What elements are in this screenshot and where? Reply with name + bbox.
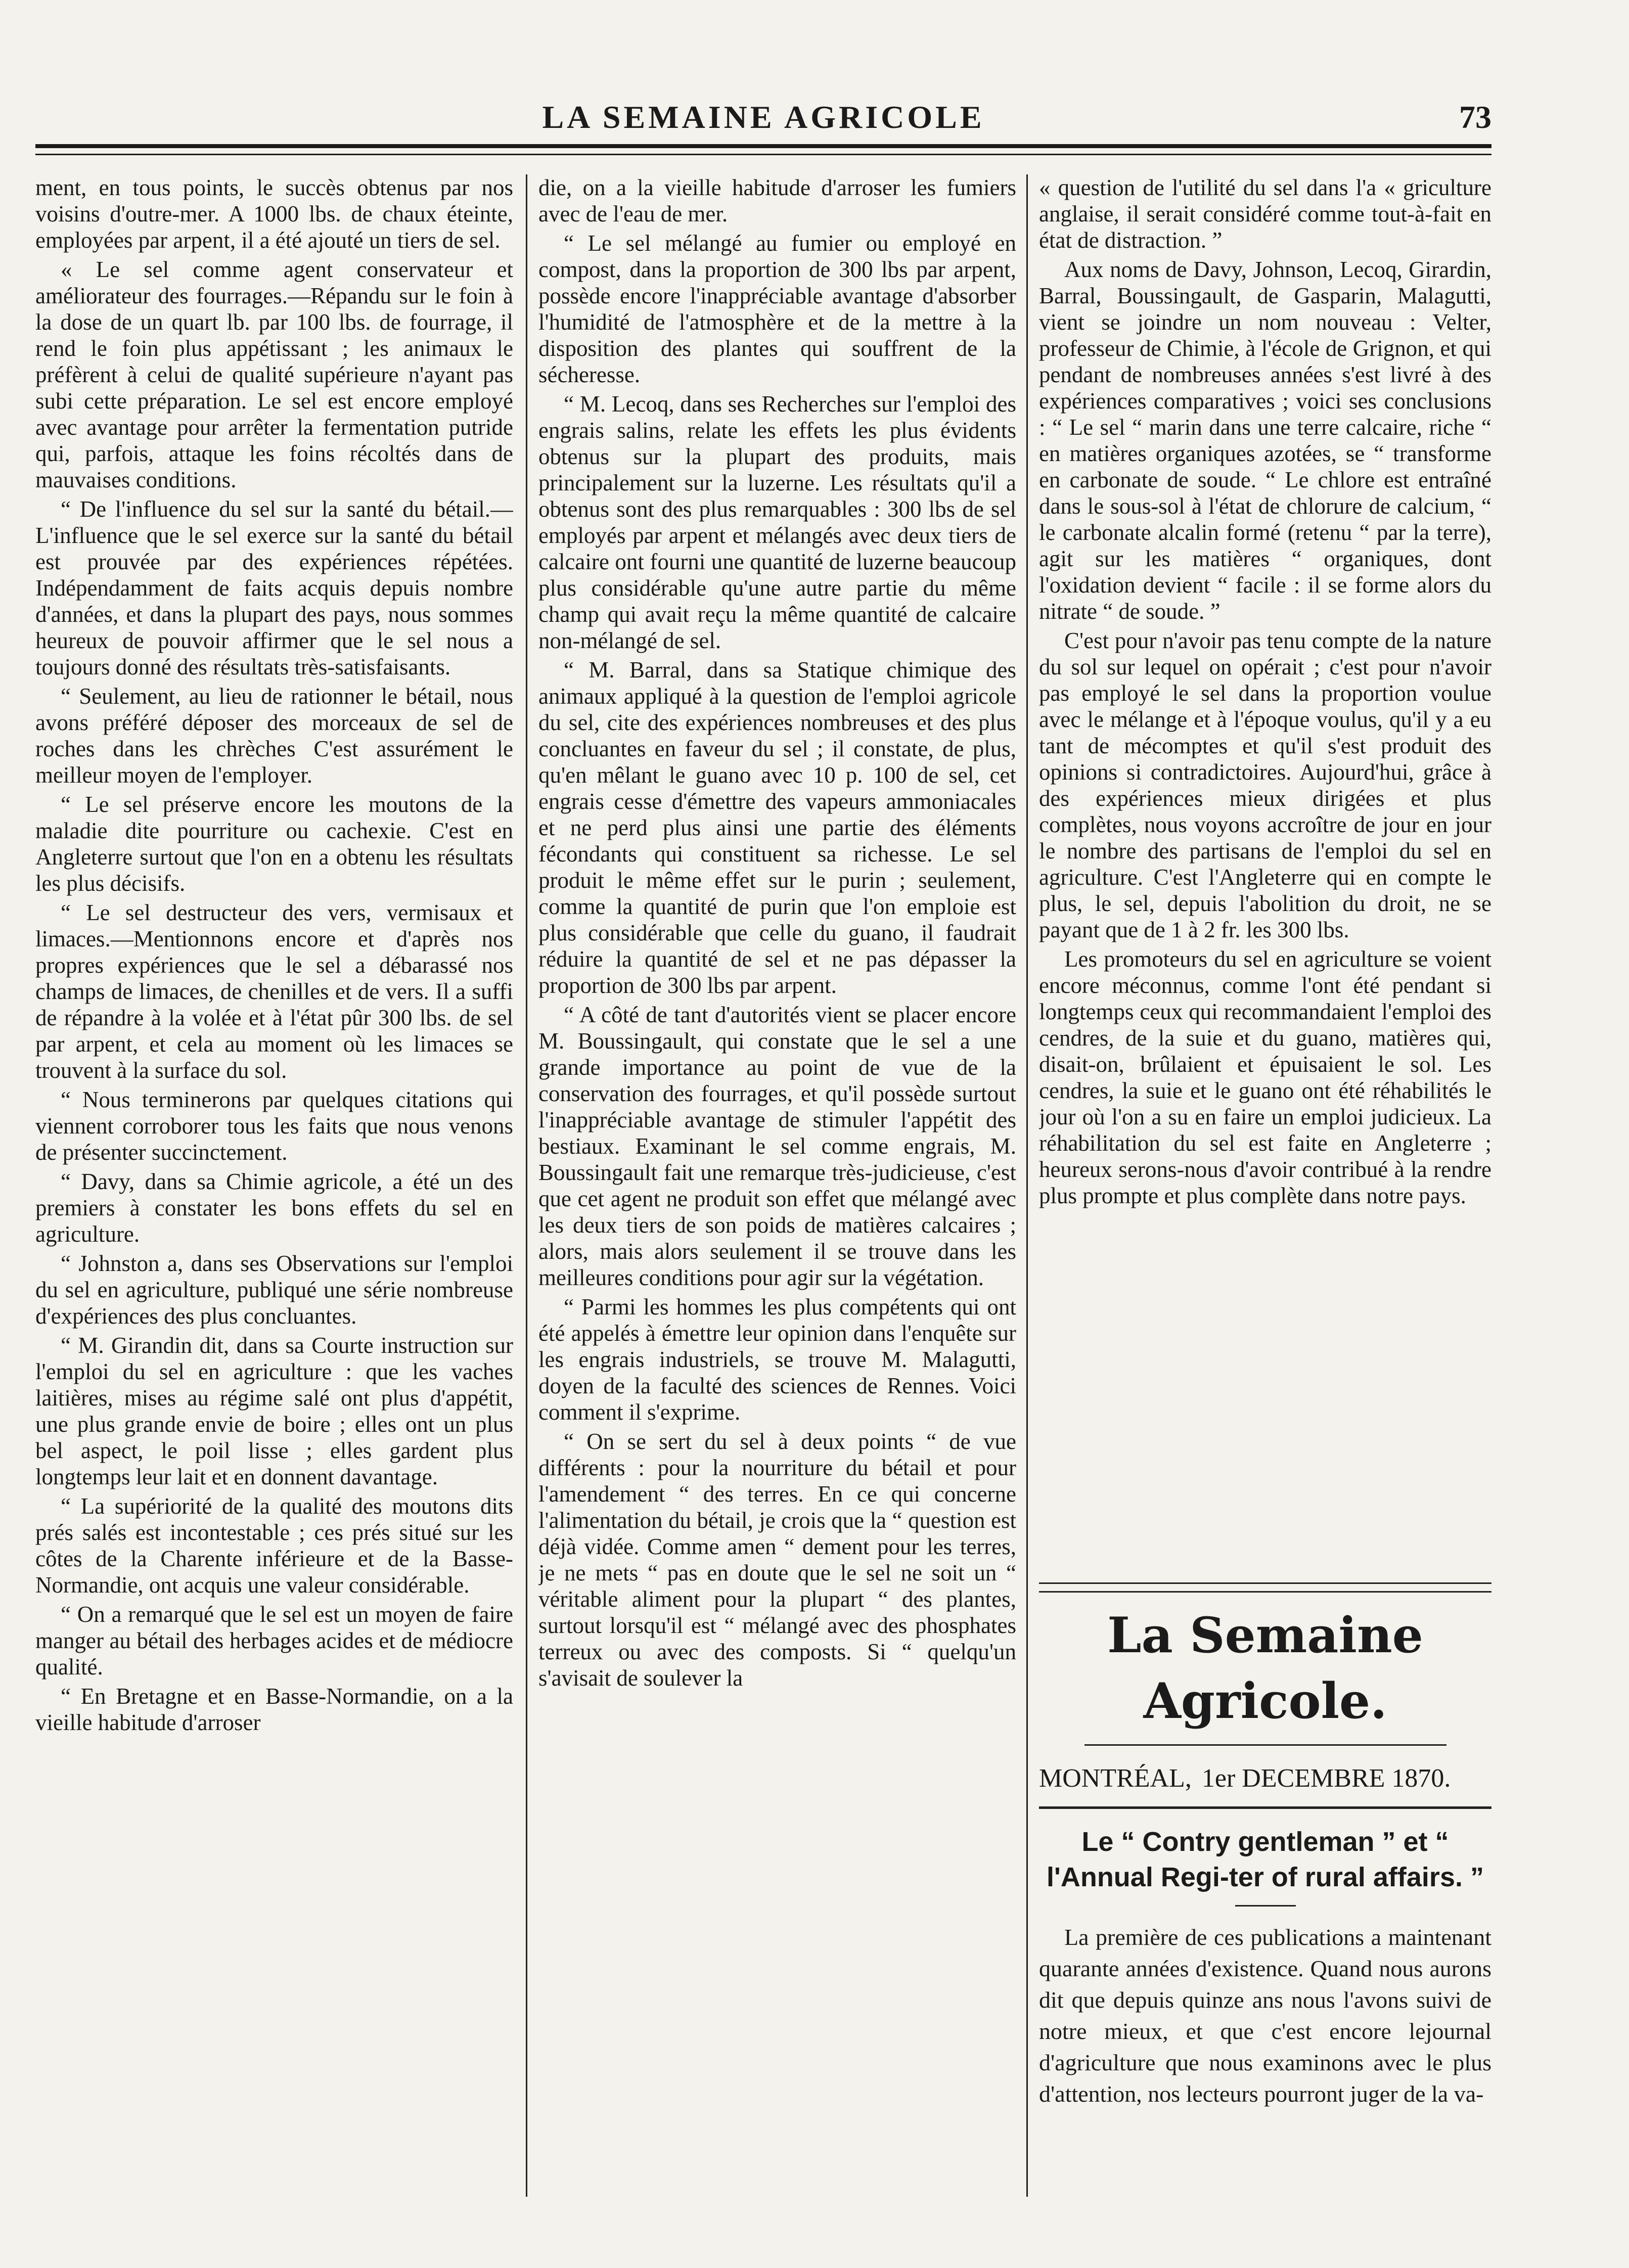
paragraph: “ M. Barral, dans sa Statique chimique des animaux appliqué à la question de l'emploi agricole du sel, cite des expériences nombreuses et des plus concluantes en faveur du sel ; il constate, de plus, qu'en mêlant le guano avec 10 p. 100 de sel, cet engrais cesse d'émettre des vapeurs ammoniacales et ne perd plus ainsi une partie des éléments fécondants qui constituent sa richesse. Le sel produit le même effet sur le purin ; seulement, comme la quantité de purin que l'on emploie est plus considérable que celle du guano, il faudrait réduire la quantité de sel et ne pas dépasser la proportion de 300 lbs par arpent. xyxy=(538,657,1016,998)
running-title: LA SEMAINE AGRICOLE xyxy=(542,99,985,135)
dateline xyxy=(1039,1761,1491,1796)
dateline-place: MONTRÉAL, xyxy=(1039,1764,1192,1793)
column-3 xyxy=(1039,174,1491,2197)
paragraph: “ Nous terminerons par quelques citations qui viennent corroborer tous les faits que nous venons de présenter succinctement. xyxy=(35,1087,513,1165)
paragraph: “ Seulement, au lieu de rationner le bétail, nous avons préféré déposer des morceaux de sel de roches dans les chrèches C'est assurément le meilleur moyen de l'employer. xyxy=(35,684,513,788)
paragraph: “ Parmi les hommes les plus compétents qui ont été appelés à émettre leur opinion dans l'enquête sur les engrais industriels, se trouve M. Malagutti, doyen de la faculté des sciences de Rennes. Voici comment il s'exprime. xyxy=(538,1294,1016,1425)
paragraph: “ Le sel mélangé au fumier ou employé en compost, dans la proportion de 300 lbs par arpent, possède encore l'inappréciable avantage d'absorber l'humidité de l'atmosphère et de la mettre à la disposition des plantes qui souffrent de la sécheresse. xyxy=(538,231,1016,387)
paragraph: ment, en tous points, le succès obtenus par nos voisins d'outre-mer. A 1000 lbs. de chaux éteinte, employées par arpent, il a été ajouté un tiers de sel. xyxy=(35,175,513,253)
column-2 xyxy=(538,174,1016,2197)
paragraph: “ Le sel préserve encore les moutons de la maladie dite pourriture ou cachexie. C'est en Angleterre surtout que l'on en a obtenu les résultats les plus décisifs. xyxy=(35,792,513,896)
paragraph: “ Johnston a, dans ses Observations sur l'emploi du sel en agriculture, publiqué une série nombreuse d'expériences des plus concluantes. xyxy=(35,1251,513,1329)
column-1 xyxy=(35,174,513,2197)
page-header xyxy=(35,99,1491,147)
paragraph: « question de l'utilité du sel dans l'a « griculture anglaise, il serait considéré comme tout-à-fait en état de distraction. ” xyxy=(1039,175,1491,253)
paragraph: “ On a remarqué que le sel est un moyen de faire manger au bétail des herbages acides et de médiocre qualité. xyxy=(35,1602,513,1680)
paragraph: “ Davy, dans sa Chimie agricole, a été un des premiers à constater les bons effets du sel en agriculture. xyxy=(35,1169,513,1247)
masthead: La Semaine Agricole. xyxy=(1107,1607,1423,1730)
article-rule xyxy=(1235,1905,1296,1907)
page-number: 73 xyxy=(1459,99,1491,135)
section-separator xyxy=(1039,1582,1491,1593)
column-3-text xyxy=(1039,174,1491,1565)
article-body: La première de ces publications a maintenant quarante années d'existence. Quand nous aurons dit que depuis quinze ans nous l'avons suivi de notre mieux, et que c'est encore lejournal d'agriculture que nous examinons avec le plus d'attention, nos lecteurs pourront juger de la va- xyxy=(1039,1924,1491,2107)
paragraph: “ De l'influence du sel sur la santé du bétail.—L'influence que le sel exerce sur la santé du bétail est prouvée par des expériences répétées. Indépendamment de faits acquis depuis nombre d'années, et dans la plupart des pays, nous sommes heureux de pouvoir affirmer que le sel nous a toujours donné des résultats très-satisfaisants. xyxy=(35,496,513,679)
paragraph: « Le sel comme agent conservateur et améliorateur des fourrages.—Répandu sur le foin à la dose de un quart lb. par 100 lbs. de fourrage, il rend le foin plus appétissant ; les animaux le préfèrent à celui de qualité supérieure n'ayant pas subi cette préparation. Le sel est encore employé avec avantage pour arrêter la fermentation putride qui, parfois, attaque les foins récoltés dans de mauvaises conditions. xyxy=(35,257,513,492)
paragraph: “ On se sert du sel à deux points “ de vue différents : pour la nourriture du bétail et pour l'amendement “ des terres. En ce qui concerne l'alimentation du bétail, je crois que la “ question est déjà vidée. Comme amen “ dement pour les terres, je ne mets “ pas en doute que le sel ne soit un “ véritable aliment pour la plupart “ des plantes, surtout lorsqu'il est “ mélangé avec des phosphates terreux ou avec des composts. Si “ quelqu'un s'avisait de soulever la xyxy=(538,1429,1016,1691)
column-rule xyxy=(526,174,527,2197)
dateline-date: 1er DECEMBRE 1870. xyxy=(1201,1764,1451,1793)
paragraph: C'est pour n'avoir pas tenu compte de la nature du sol sur lequel on opérait ; c'est pour n'avoir pas employé le sel dans la proportion voulue avec le mélange et à l'époque voulus, qu'il y a eu tant de mécomptes et qu'il s'est produit des opinions si contradictoires. Aujourd'hui, grâce à des expériences mieux dirigées et plus complètes, nous voyons accroître de jour en jour le nombre des partisans de l'emploi du sel en agriculture. C'est l'Angleterre qui en compte le plus, le sel, depuis l'abolition du droit, ne se payant que de 1 à 2 fr. les 300 lbs. xyxy=(1039,628,1491,942)
header-rule xyxy=(35,144,1491,155)
paragraph: Aux noms de Davy, Johnson, Lecoq, Girardin, Barral, Boussingault, de Gasparin, Malagutti, vient se joindre un nom nouveau : Velter, professeur de Chimie, à l'école de Grignon, et qui pendant de nombreuses années s'est livré à des expériences comparatives ; voici ses conclusions : “ Le sel “ marin dans une terre calcaire, riche “ en matières organiques azotées, se “ transforme en carbonate de soude. “ Le chlore est entraîné dans le sous-sol à l'état de chlorure de calcium, “ le carbonate alcalin formé (retenu “ par la terre), agit sur les matières “ organiques, dont l'oxidation devient “ facile : il se forme alors du nitrate “ de soude. ” xyxy=(1039,257,1491,624)
column-rule xyxy=(1026,174,1028,2197)
paragraph: “ Le sel destructeur des vers, vermisaux et limaces.—Mentionnons encore et d'après nos propres expériences que le sel a débarassé nos champs de limaces, de chenilles et de vers. Il a suffi de répandre à la volée et à l'état pûr 300 lbs. de sel par arpent, et cela au moment où les limaces se trouvent à la surface du sol. xyxy=(35,900,513,1083)
paragraph: die, on a la vieille habitude d'arroser les fumiers avec de l'eau de mer. xyxy=(538,175,1016,226)
paragraph: “ A côté de tant d'autorités vient se placer encore M. Boussingault, qui constate que le sel a une grande importance au point de vue de la conservation des fourrages, et qu'il possède surtout l'inappréciable avantage de stimuler l'appétit des bestiaux. Examinant le sel comme engrais, M. Boussingault fait une remarque très-judicieuse, c'est que cet agent ne produit son effet que mélangé avec les deux tiers de son poids de matières calcaires ; alors, mais alors seulement il se trouve dans les meilleures conditions pour agir sur la végétation. xyxy=(538,1002,1016,1290)
article-title: Le “ Contry gentleman ” et “ l'Annual Regi-ter of rural affairs. ” xyxy=(1047,1827,1484,1892)
masthead-rule xyxy=(1084,1744,1446,1746)
paragraph: “ M. Girandin dit, dans sa Courte instruction sur l'emploi du sel en agriculture : que les vaches laitières, mises au régime salé ont plus d'appétit, une plus grande envie de boire ; elles ont un plus bel aspect, le poil lisse ; elles gardent plus longtemps leur lait et en donnent davantage. xyxy=(35,1333,513,1489)
paragraph: “ M. Lecoq, dans ses Recherches sur l'emploi des engrais salins, relate les effets les plus évidents obtenus sur la plupart des produits, mais principalement sur la luzerne. Les résultats qu'il a obtenus sont des plus remarquables : 300 lbs de sel employés par arpent et mélangés avec deux tiers de calcaire ont fourni une quantité de luzerne beaucoup plus considérable qu'une autre partie du même champ qui avait reçu la même quantité de calcaire non-mélangé de sel. xyxy=(538,391,1016,653)
paragraph: Les promoteurs du sel en agriculture se voient encore méconnus, comme l'ont été pendant si longtemps ceux qui recommandaient l'emploi des cendres, de la suie et du guano, matières qui, disait-on, brûlaient et épuisaient le sol. Les cendres, la suie et le guano ont été réhabilités le jour où l'on a su en faire un emploi judicieux. La réhabilitation du sel est faite en Angleterre ; heureux serons-nous d'avoir contribué à la rendre plus prompte et plus complète dans notre pays. xyxy=(1039,946,1491,1208)
paragraph: “ La supériorité de la qualité des moutons dits prés salés est incontestable ; ces prés situé sur les côtes de la Charente inférieure et de la Basse-Normandie, ont acquis une valeur considérable. xyxy=(35,1493,513,1598)
paragraph: “ En Bretagne et en Basse-Normandie, on a la vieille habitude d'arroser xyxy=(35,1684,513,1735)
dateline-rule xyxy=(1039,1806,1491,1809)
